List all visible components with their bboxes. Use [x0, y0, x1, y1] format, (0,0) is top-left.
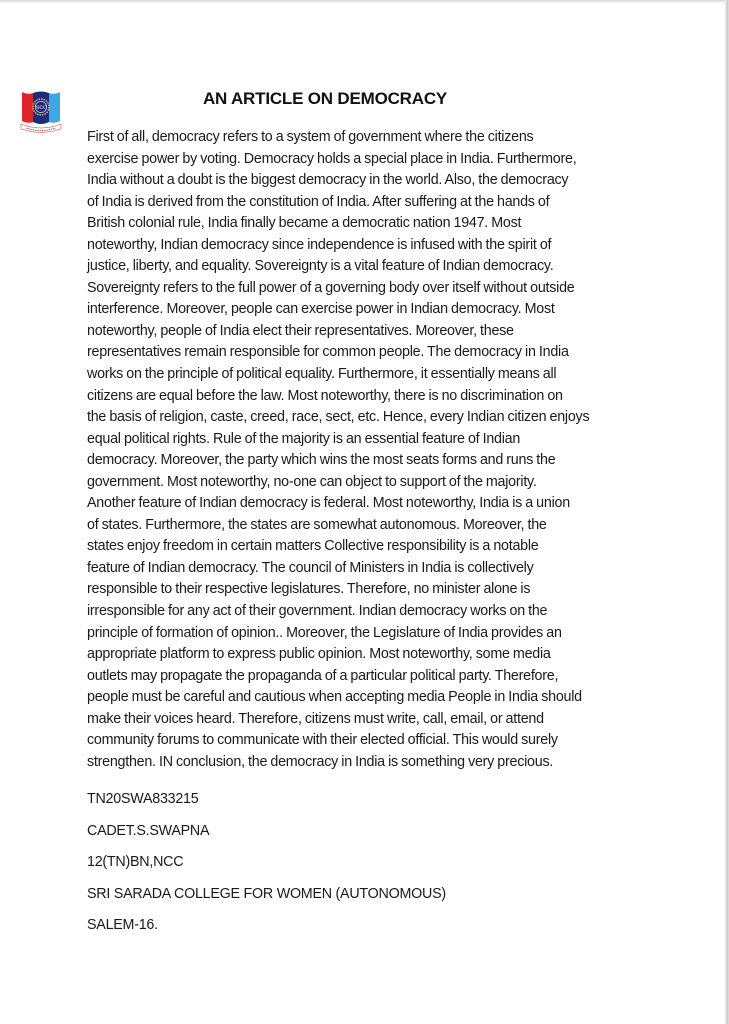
article-line: British colonial rule, India finally became a democratic nation 1947. Most: [87, 215, 522, 232]
article-line: works on the principle of political equality. Furthermore, it essentially means all: [87, 366, 557, 383]
svg-text:NCC: NCC: [34, 105, 48, 112]
article-line: outlets may propagate the propaganda of a particular political party. Therefore,: [87, 667, 559, 684]
page-top-edge: [0, 0, 729, 4]
article-line: equal political rights. Rule of the majority is an essential feature of Indian: [87, 430, 521, 447]
article-line: community forums to communicate with their elected official. This would surely: [87, 732, 558, 749]
signature-block: [87, 789, 446, 947]
article-line: responsible to their respective legislatures. Therefore, no minister alone is: [87, 581, 531, 598]
article-line: irresponsible for any act of their government. Indian democracy works on the: [87, 603, 548, 620]
article-line: feature of Indian democracy. The council of Ministers in India is collectively: [87, 559, 534, 576]
page-right-edge: [725, 0, 729, 1024]
article-line: justice, liberty, and equality. Sovereignty is a vital feature of Indian democracy.: [87, 258, 554, 275]
article-line: principle of formation of opinion.. Moreover, the Legislature of India provides an: [87, 624, 562, 641]
article-line: citizens are equal before the law. Most noteworthy, there is no discrimination on: [87, 387, 563, 404]
cadet-institution: SRI SARADA COLLEGE FOR WOMEN (AUTONOMOUS): [87, 885, 446, 902]
page-title: [0, 89, 650, 112]
article-line: India without a doubt is the biggest democracy in the world. Also, the democracy: [87, 172, 569, 189]
article-line: noteworthy, Indian democracy since independence is infused with the spirit of: [87, 236, 552, 253]
article-line: interference. Moreover, people can exercise power in Indian democracy. Most: [87, 301, 555, 318]
cadet-id-number: TN20SWA833215: [87, 791, 199, 807]
cadet-location: SALEM-16.: [87, 917, 158, 933]
article-line: of states. Furthermore, the states are somewhat autonomous. Moreover, the: [87, 516, 547, 533]
cadet-unit: 12(TN)BN,NCC: [87, 854, 184, 870]
article-line: people must be careful and cautious when accepting media People in India should: [87, 689, 582, 706]
article-line: First of all, democracy refers to a system of government where the citizens: [87, 129, 534, 145]
article-line: representatives remain responsible for common people. The democracy in India: [87, 344, 569, 361]
article-line: states enjoy freedom in certain matters Collective responsibility is a notable: [87, 538, 539, 555]
article-line: government. Most noteworthy, no-one can object to support of the majority.: [87, 473, 537, 490]
page-title-text: AN ARTICLE ON DEMOCRACY: [202, 89, 448, 108]
article-line: democracy. Moreover, the party which wins the most seats forms and runs the: [87, 452, 556, 469]
article-line: the basis of religion, caste, creed, race, sect, etc. Hence, every Indian citizen enjoys: [87, 409, 590, 426]
cadet-name: CADET.S.SWAPNA: [87, 822, 210, 839]
article-line: Another feature of Indian democracy is federal. Most noteworthy, India is a union: [87, 495, 570, 512]
article-body: [87, 127, 647, 773]
article-line: Sovereignty refers to the full power of a governing body over itself without outside: [87, 279, 575, 296]
article-line: noteworthy, people of India elect their representatives. Moreover, these: [87, 322, 514, 339]
article-line: make their voices heard. Therefore, citizens must write, call, email, or attend: [87, 710, 544, 727]
article-line: strengthen. IN conclusion, the democracy in India is something very precious.: [87, 753, 554, 770]
article-line: exercise power by voting. Democracy holds a special place in India. Furthermore,: [87, 150, 577, 167]
article-line: appropriate platform to express public opinion. Most noteworthy, some media: [87, 646, 551, 663]
article-line: of India is derived from the constitution of India. After suffering at the hands of: [87, 193, 550, 210]
